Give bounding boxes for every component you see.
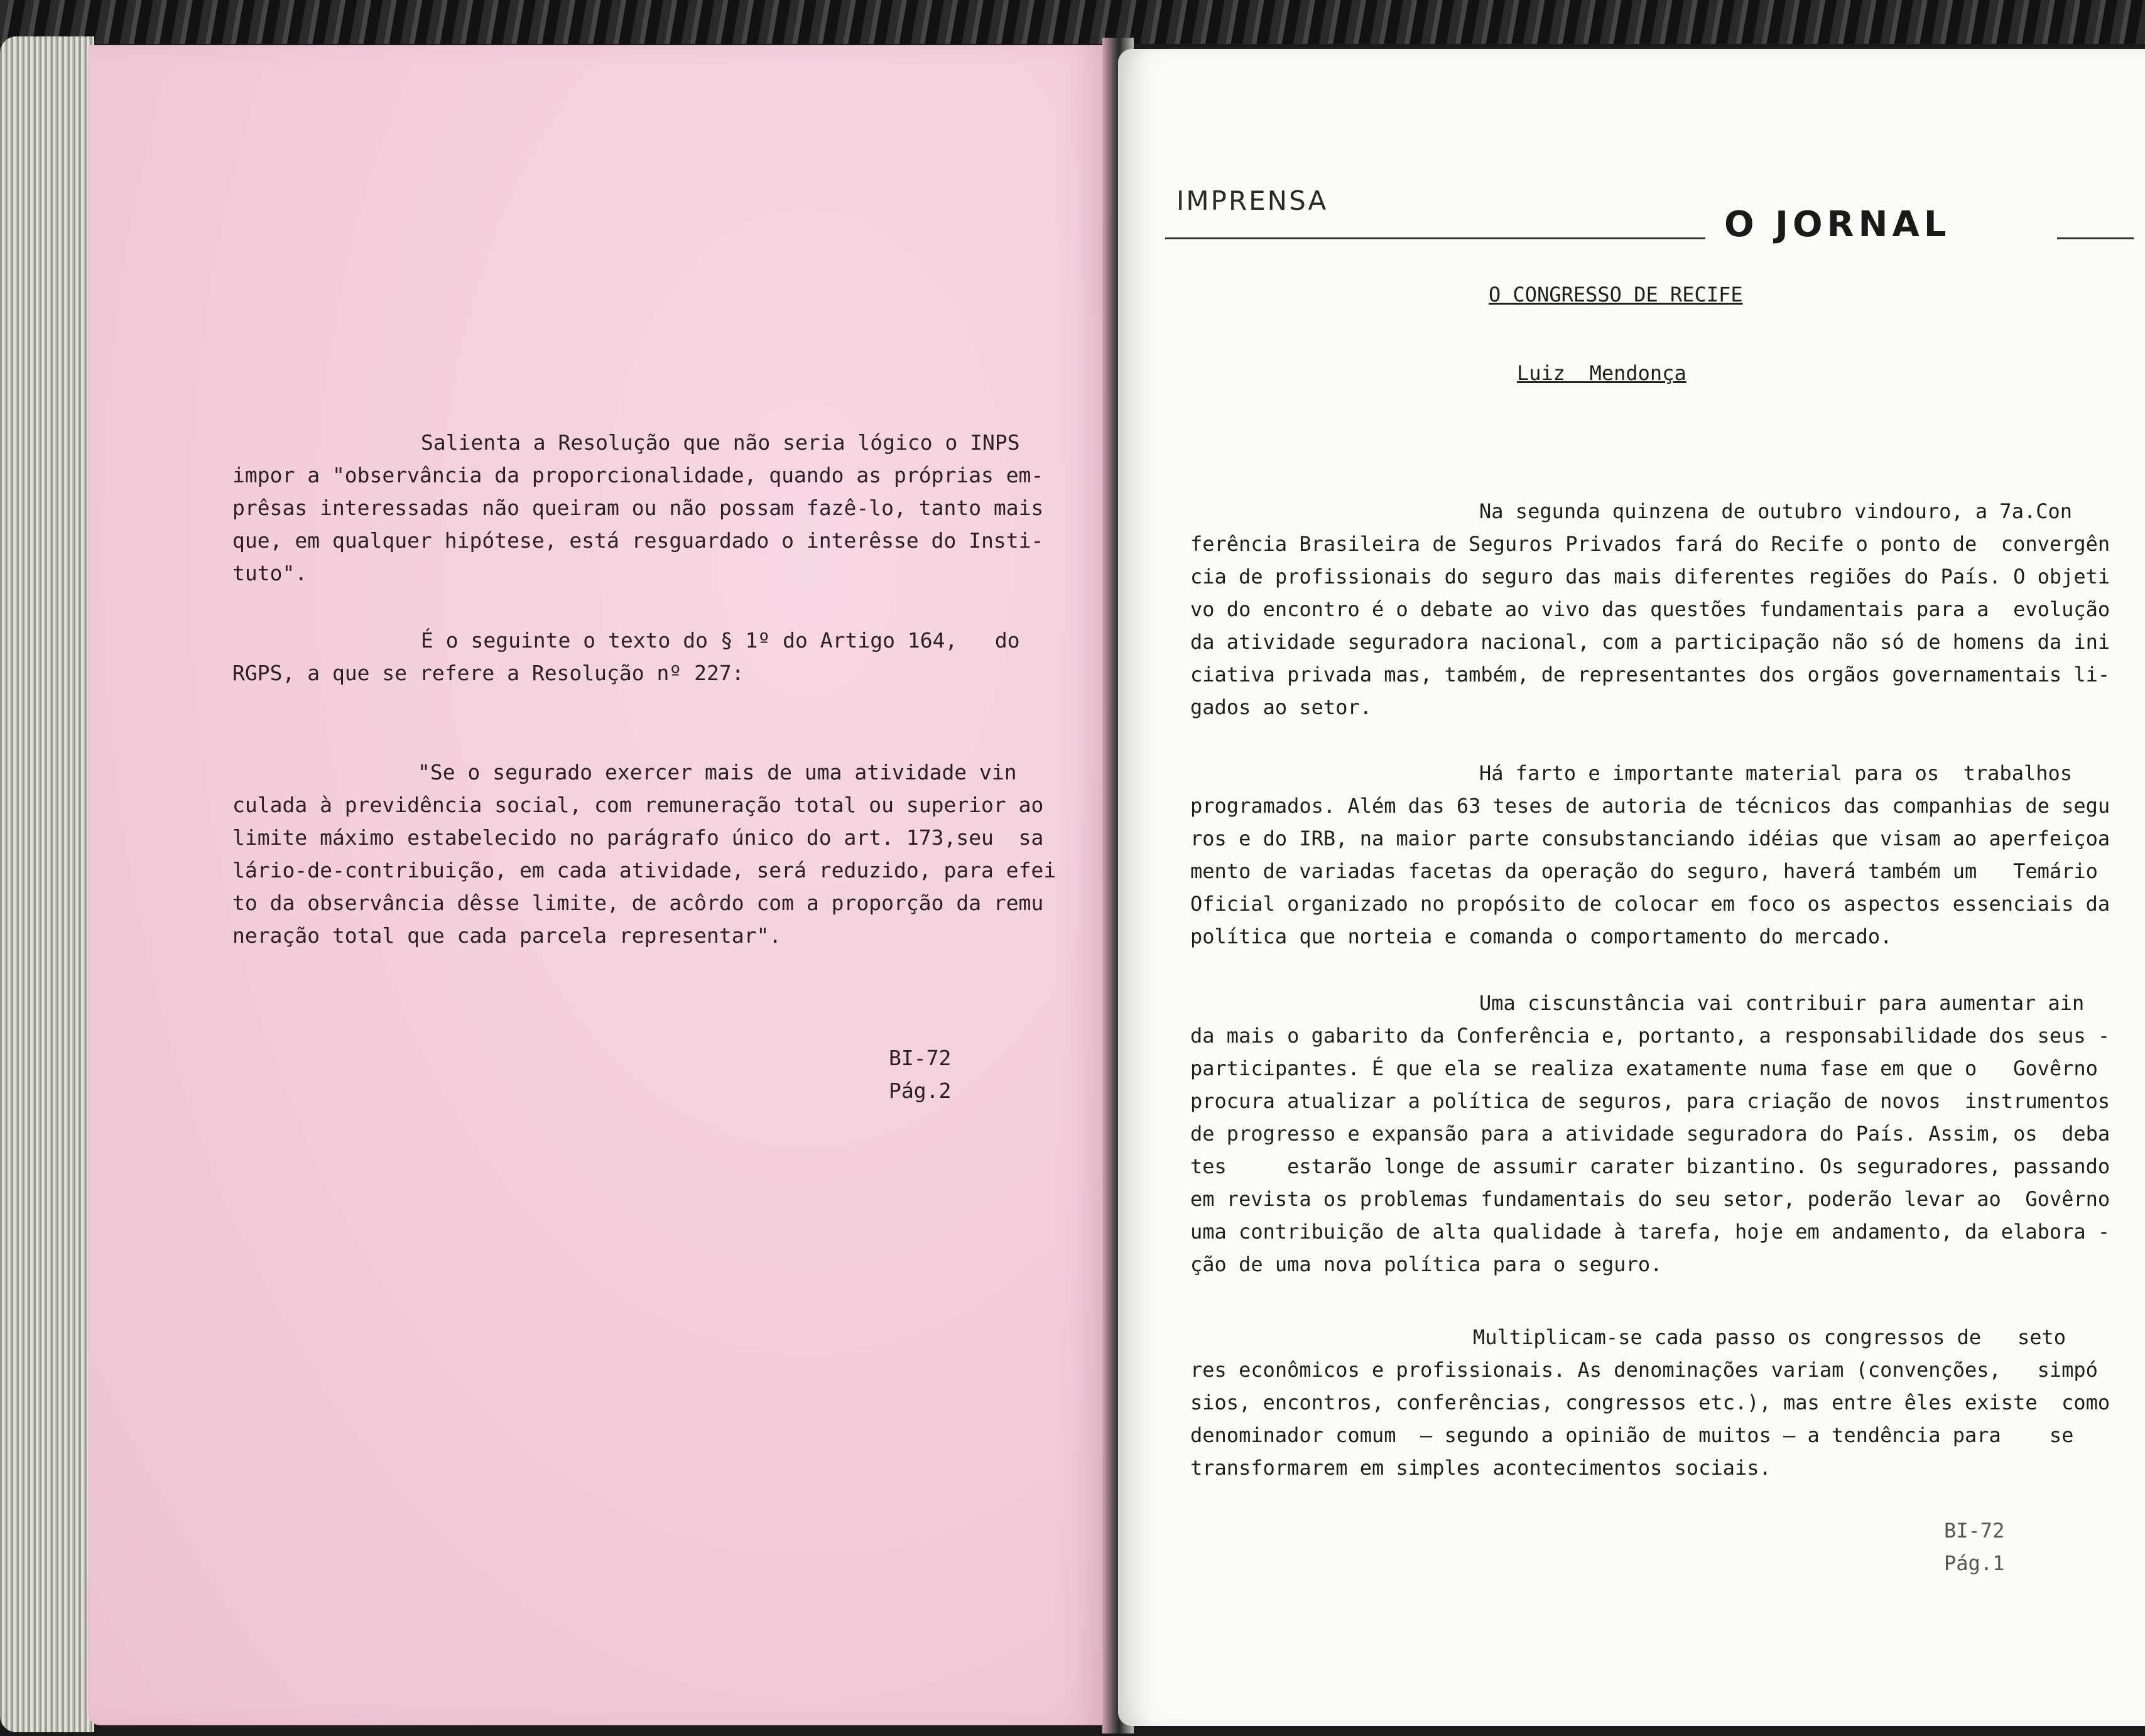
right-para-3-line-3: participantes. É que ela se realiza exatamente numa fase em que o Govêrno (1190, 1056, 2098, 1080)
right-para-3-line-5: de progresso e expansão para a atividade seguradora do País. Assim, os deba (1190, 1122, 2110, 1146)
article-title: O CONGRESSO DE RECIFE (1489, 283, 1743, 307)
right-para-2-line-3: ros e do IRB, na maior parte consubstanciando idéias que visam ao aperfeiçoa (1190, 827, 2110, 850)
right-para-1-line-2: ferência Brasileira de Seguros Privados fará do Recife o ponto de convergên (1190, 532, 2110, 556)
right-para-2-line-2: programados. Além das 63 teses de autoria de técnicos das companhias de segu (1190, 794, 2110, 818)
right-para-1-line-5: da atividade seguradora nacional, com a participação não só de homens da ini (1190, 630, 2110, 654)
left-para-2-line-1: É o seguinte o texto do § 1º do Artigo 164, do (421, 628, 1020, 653)
right-para-3-line-7: em revista os problemas fundamentais do seu setor, poderão levar ao Govêrno (1190, 1187, 2110, 1211)
header-rule (1165, 237, 1705, 239)
left-para-1-line-3: prêsas interessadas não queiram ou não possam fazê-lo, tanto mais (232, 496, 1044, 520)
right-para-3-line-1: Uma ciscunstância vai contribuir para aumentar ain (1479, 991, 2085, 1015)
right-para-3-line-6: tes estarão longe de assumir carater bizantino. Os seguradores, passando (1190, 1154, 2110, 1178)
left-footer-code: BI-72 (889, 1046, 952, 1070)
right-para-3-line-4: procura atualizar a política de seguros, para criação de novos instrumentos (1190, 1089, 2110, 1113)
right-para-4-line-5: transformarem em simples acontecimentos sociais. (1190, 1456, 1771, 1480)
right-para-1-line-7: gados ao setor. (1190, 695, 1372, 719)
right-footer-code: BI-72 (1944, 1519, 2005, 1543)
header-rule-end (2057, 237, 2134, 239)
left-footer-page: Pág.2 (889, 1078, 952, 1103)
section-label: IMPRENSA (1176, 185, 1328, 216)
right-para-2-line-1: Há farto e importante material para os trabalhos (1479, 761, 2073, 785)
left-para-1-line-2: impor a "observância da proporcionalidade, quando as próprias em- (232, 463, 1044, 487)
right-para-2-line-5: Oficial organizado no propósito de colocar em foco os aspectos essenciais da (1190, 892, 2110, 916)
right-para-1-line-4: vo do encontro é o debate ao vivo das questões fundamentais para a evolução (1190, 597, 2110, 621)
left-para-3-line-3: limite máximo estabelecido no parágrafo único do art. 173,seu sa (232, 825, 1044, 850)
article-author: Luiz Mendonça (1517, 361, 1686, 385)
left-para-3-line-6: neração total que cada parcela representar". (232, 923, 782, 948)
left-para-2-line-2: RGPS, a que se refere a Resolução nº 227: (232, 661, 744, 685)
right-para-1-line-6: ciativa privada mas, também, de representantes dos orgãos governamentais li- (1190, 663, 2110, 686)
left-para-3-line-2: culada à previdência social, com remuneração total ou superior ao (232, 793, 1044, 817)
right-para-1-line-1: Na segunda quinzena de outubro vindouro, a 7a.Con (1479, 499, 2073, 523)
stacked-page-edges (0, 36, 94, 1732)
right-para-3-line-8: uma contribuição de alta qualidade à tarefa, hoje em andamento, da elabora - (1190, 1220, 2110, 1244)
right-para-3-line-2: da mais o gabarito da Conferência e, portanto, a responsabilidade dos seus - (1190, 1024, 2110, 1048)
right-para-2-line-4: mento de variadas facetas da operação do seguro, haverá também um Temário (1190, 859, 2098, 883)
binding-top-edge (0, 0, 2145, 44)
right-para-4-line-4: denominador comum — segundo a opinião de muitos — a tendência para se (1190, 1423, 2074, 1447)
newspaper-name: O JORNAL (1724, 204, 1951, 245)
right-para-4-line-2: res econômicos e profissionais. As denominações variam (convenções, simpó (1190, 1358, 2098, 1382)
left-page (88, 45, 1115, 1725)
left-para-3-line-5: to da observância dêsse limite, de acôrdo com a proporção da remu (232, 891, 1044, 915)
left-para-1-line-4: que, em qualquer hipótese, está resguardado o interêsse do Insti- (232, 528, 1044, 553)
right-para-4-line-1: Multiplicam-se cada passo os congressos de seto (1473, 1325, 2066, 1349)
right-para-4-line-3: sios, encontros, conferências, congressos etc.), mas entre êles existe como (1190, 1391, 2110, 1414)
right-para-3-line-9: ção de uma nova política para o seguro. (1190, 1252, 1663, 1276)
right-para-2-line-6: política que norteia e comanda o comportamento do mercado. (1190, 925, 1892, 948)
right-footer-page: Pág.1 (1944, 1551, 2005, 1575)
right-para-1-line-3: cia de profissionais do seguro das mais diferentes regiões do País. O objeti (1190, 565, 2110, 589)
left-para-3-line-1: "Se o segurado exercer mais de uma atividade vin (418, 760, 1017, 784)
left-para-1-line-1: Salienta a Resolução que não seria lógico o INPS (421, 430, 1020, 455)
left-para-1-line-5: tuto". (232, 561, 308, 585)
left-para-3-line-4: lário-de-contribuição, em cada atividade, será reduzido, para efei (232, 858, 1056, 882)
